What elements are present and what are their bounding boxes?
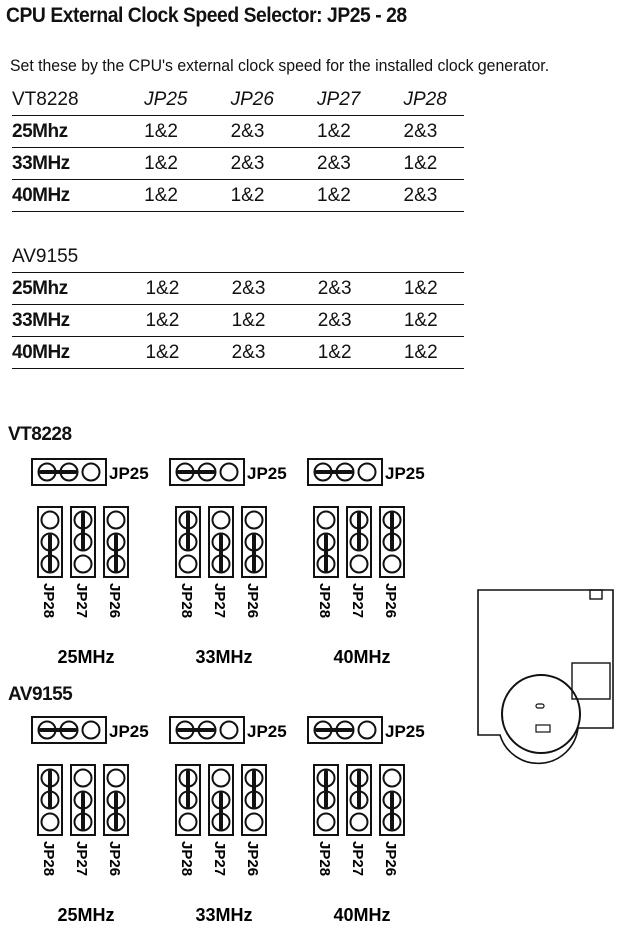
speed-cell: 25Mhz [12, 116, 118, 148]
jumper-group-40mhz [308, 717, 425, 925]
setting-cell: 2&3 [292, 305, 378, 337]
jp25-label: JP25 [109, 722, 149, 741]
setting-cell: 2&3 [378, 116, 465, 148]
jp25-label: JP25 [109, 464, 149, 483]
jp28-header [314, 507, 338, 577]
speed-cell: 40MHz [12, 337, 119, 369]
setting-cell: 1&2 [119, 273, 205, 305]
jp25-header [32, 717, 106, 743]
setting-cell: 2&3 [206, 273, 292, 305]
jumper-group-25mhz [32, 717, 149, 925]
jp25-label: JP25 [247, 464, 287, 483]
setting-cell: 2&3 [378, 180, 465, 212]
setting-cell: 1&2 [205, 180, 291, 212]
setting-cell: 1&2 [206, 305, 292, 337]
jp27-label: JP27 [349, 583, 366, 619]
jp28-label: JP28 [178, 583, 195, 619]
jp26-header [104, 765, 128, 835]
jp27-label: JP27 [73, 583, 90, 619]
jp28-label: JP28 [40, 841, 57, 877]
jp25-header [170, 717, 244, 743]
setting-cell: 1&2 [378, 305, 464, 337]
speed-cell: 25Mhz [12, 273, 119, 305]
jp27-header [71, 507, 95, 577]
jp27-header [209, 507, 233, 577]
frequency-label: 25MHz [57, 647, 115, 667]
jp26-header [242, 507, 266, 577]
jp26-label: JP26 [106, 841, 123, 877]
jumper-group-25mhz [32, 459, 149, 667]
frequency-label: 33MHz [195, 905, 253, 925]
page-title: CPU External Clock Speed Selector: JP25 - 28 [6, 4, 407, 27]
setting-cell: 1&2 [118, 116, 204, 148]
column-header: JP26 [230, 88, 274, 110]
speed-cell: 33MHz [12, 305, 119, 337]
jp27-label: JP27 [73, 841, 90, 877]
setting-cell: 2&3 [291, 148, 377, 180]
setting-cell: 1&2 [119, 337, 205, 369]
setting-cell: 1&2 [291, 180, 377, 212]
jp25-header [32, 459, 106, 485]
jp27-header [71, 765, 95, 835]
jp28-label: JP28 [316, 583, 333, 619]
section-title-vt8228: VT8228 [8, 424, 72, 445]
speed-cell: 33MHz [12, 148, 118, 180]
jp28-label: JP28 [40, 583, 57, 619]
jp25-label: JP25 [385, 464, 425, 483]
setting-cell: 2&3 [205, 148, 291, 180]
jumper-group-33mhz [170, 717, 287, 925]
jp28-header [38, 765, 62, 835]
jp26-header [242, 765, 266, 835]
jp28-label: JP28 [178, 841, 195, 877]
jp27-label: JP27 [349, 841, 366, 877]
setting-cell: 1&2 [292, 337, 378, 369]
jp27-label: JP27 [211, 583, 228, 619]
jp27-header [347, 765, 371, 835]
jp27-header [209, 765, 233, 835]
jp27-label: JP27 [211, 841, 228, 877]
setting-cell: 2&3 [205, 116, 291, 148]
frequency-label: 25MHz [57, 905, 115, 925]
setting-cell: 1&2 [378, 273, 464, 305]
jp26-label: JP26 [244, 583, 261, 619]
setting-cell: 1&2 [118, 148, 204, 180]
jp27-header [347, 507, 371, 577]
column-header: JP25 [144, 88, 188, 110]
jp25-header [170, 459, 244, 485]
column-header: JP28 [403, 88, 447, 110]
jp25-header [308, 717, 382, 743]
frequency-label: 40MHz [333, 647, 391, 667]
jumper-group-33mhz [170, 459, 287, 667]
jp25-label: JP25 [247, 722, 287, 741]
jp26-label: JP26 [244, 841, 261, 877]
jp28-header [176, 765, 200, 835]
setting-cell: 1&2 [291, 116, 377, 148]
jp26-header [104, 507, 128, 577]
setting-cell: 1&2 [119, 305, 205, 337]
jp26-header [380, 507, 404, 577]
column-header: JP27 [317, 88, 361, 110]
jp25-header [308, 459, 382, 485]
speed-cell: 40MHz [12, 180, 118, 212]
jp28-header [176, 507, 200, 577]
jp28-label: JP28 [316, 841, 333, 877]
jp26-label: JP26 [106, 583, 123, 619]
table-name: AV9155 [12, 245, 79, 267]
setting-cell: 2&3 [292, 273, 378, 305]
setting-cell: 1&2 [118, 180, 204, 212]
jp26-label: JP26 [382, 583, 399, 619]
jp26-header [380, 765, 404, 835]
board-location-illustration [478, 590, 613, 763]
frequency-label: 40MHz [333, 905, 391, 925]
setting-cell: 1&2 [378, 148, 465, 180]
jp26-label: JP26 [382, 841, 399, 877]
table-name: VT8228 [12, 88, 79, 110]
intro-text: Set these by the CPU's external clock speed for the installed clock generator. [10, 56, 550, 75]
jp28-header [314, 765, 338, 835]
setting-cell: 1&2 [378, 337, 464, 369]
jumper-group-40mhz [308, 459, 425, 667]
frequency-label: 33MHz [195, 647, 253, 667]
jp28-header [38, 507, 62, 577]
jp25-label: JP25 [385, 722, 425, 741]
setting-cell: 2&3 [206, 337, 292, 369]
section-title-av9155: AV9155 [8, 684, 73, 705]
